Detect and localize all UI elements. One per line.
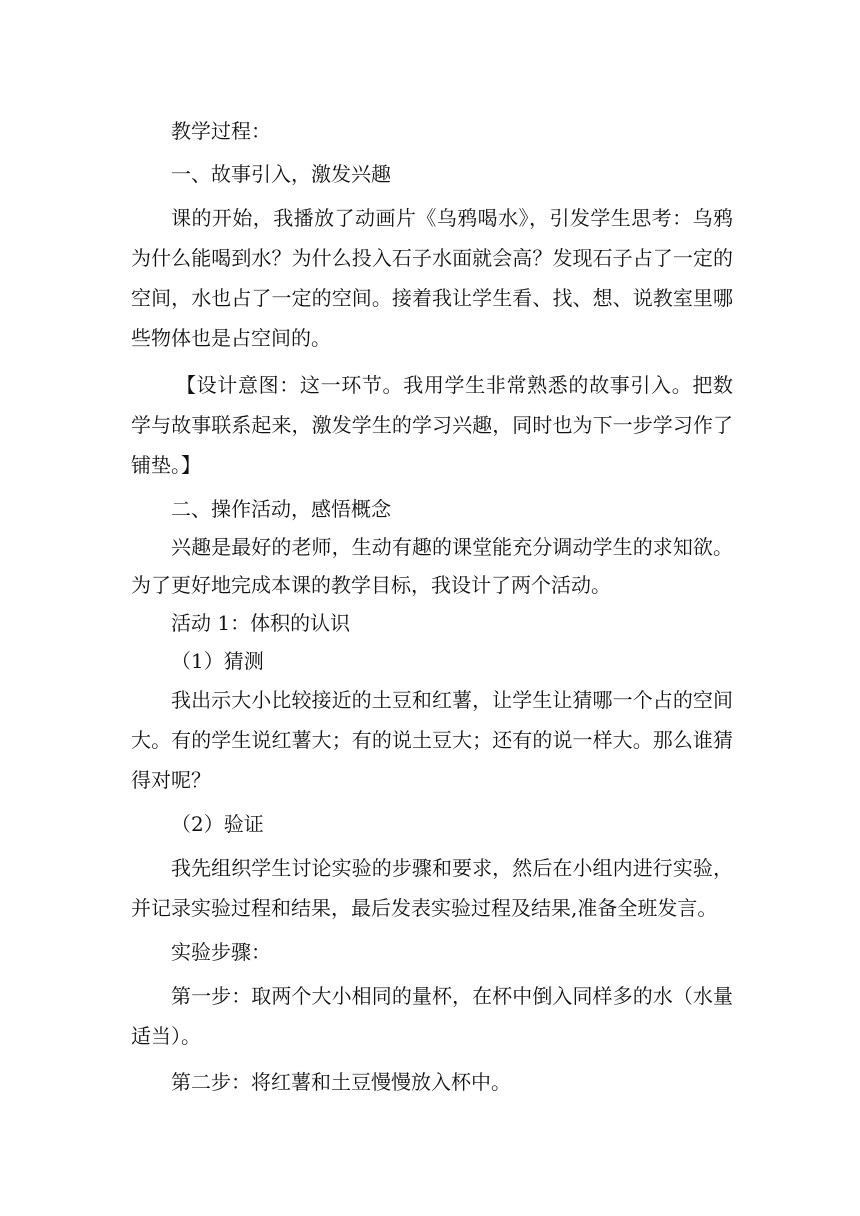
paragraph-guess: 我出示大小比较接近的土豆和红薯，让学生让猜哪一个占的空间大。有的学生说红薯大；有的说土豆大；还有的说一样大。那么谁猜得对呢？ [131, 688, 733, 792]
paragraph-verify: 我先组织学生讨论实验的步骤和要求，然后在小组内进行实验，并记录实验过程和结果，最后发表实验过程及结果,准备全班发言。 [131, 856, 733, 920]
paragraph-design-intent: 【设计意图：这一环节。我用学生非常熟悉的故事引入。把数学与故事联系起来，激发学生的学习兴趣，同时也为下一步学习作了铺垫。】 [131, 373, 733, 477]
document-body [131, 112, 733, 1101]
section-heading-process: 教学过程： [171, 119, 271, 143]
activity-heading-volume: 活动 1：体积的认识 [171, 611, 351, 635]
step-heading-verify: （2）验证 [171, 812, 264, 836]
experiment-steps-heading: 实验步骤： [171, 940, 271, 964]
experiment-step-one: 第一步：取两个大小相同的量杯，在杯中倒入同样多的水（水量适当）。 [131, 984, 733, 1048]
step-heading-guess: （1）猜测 [171, 649, 264, 673]
section-heading-activities: 二、操作活动，感悟概念 [171, 497, 391, 521]
section-heading-story-intro: 一、故事引入，激发兴趣 [171, 162, 391, 186]
paragraph-activities-intro: 兴趣是最好的老师，生动有趣的课堂能充分调动学生的求知欲。为了更好地完成本课的教学目标，我设计了两个活动。 [131, 535, 733, 597]
paragraph-story-intro: 课的开始，我播放了动画片《乌鸦喝水》，引发学生思考：乌鸦为什么能喝到水？为什么投入石子水面就会高？发现石子占了一定的空间，水也占了一定的空间。接着我让学生看、找、想、说教室里哪些物体也是占空间的。 [131, 206, 733, 350]
experiment-step-two: 第二步：将红薯和土豆慢慢放入杯中。 [171, 1070, 511, 1094]
